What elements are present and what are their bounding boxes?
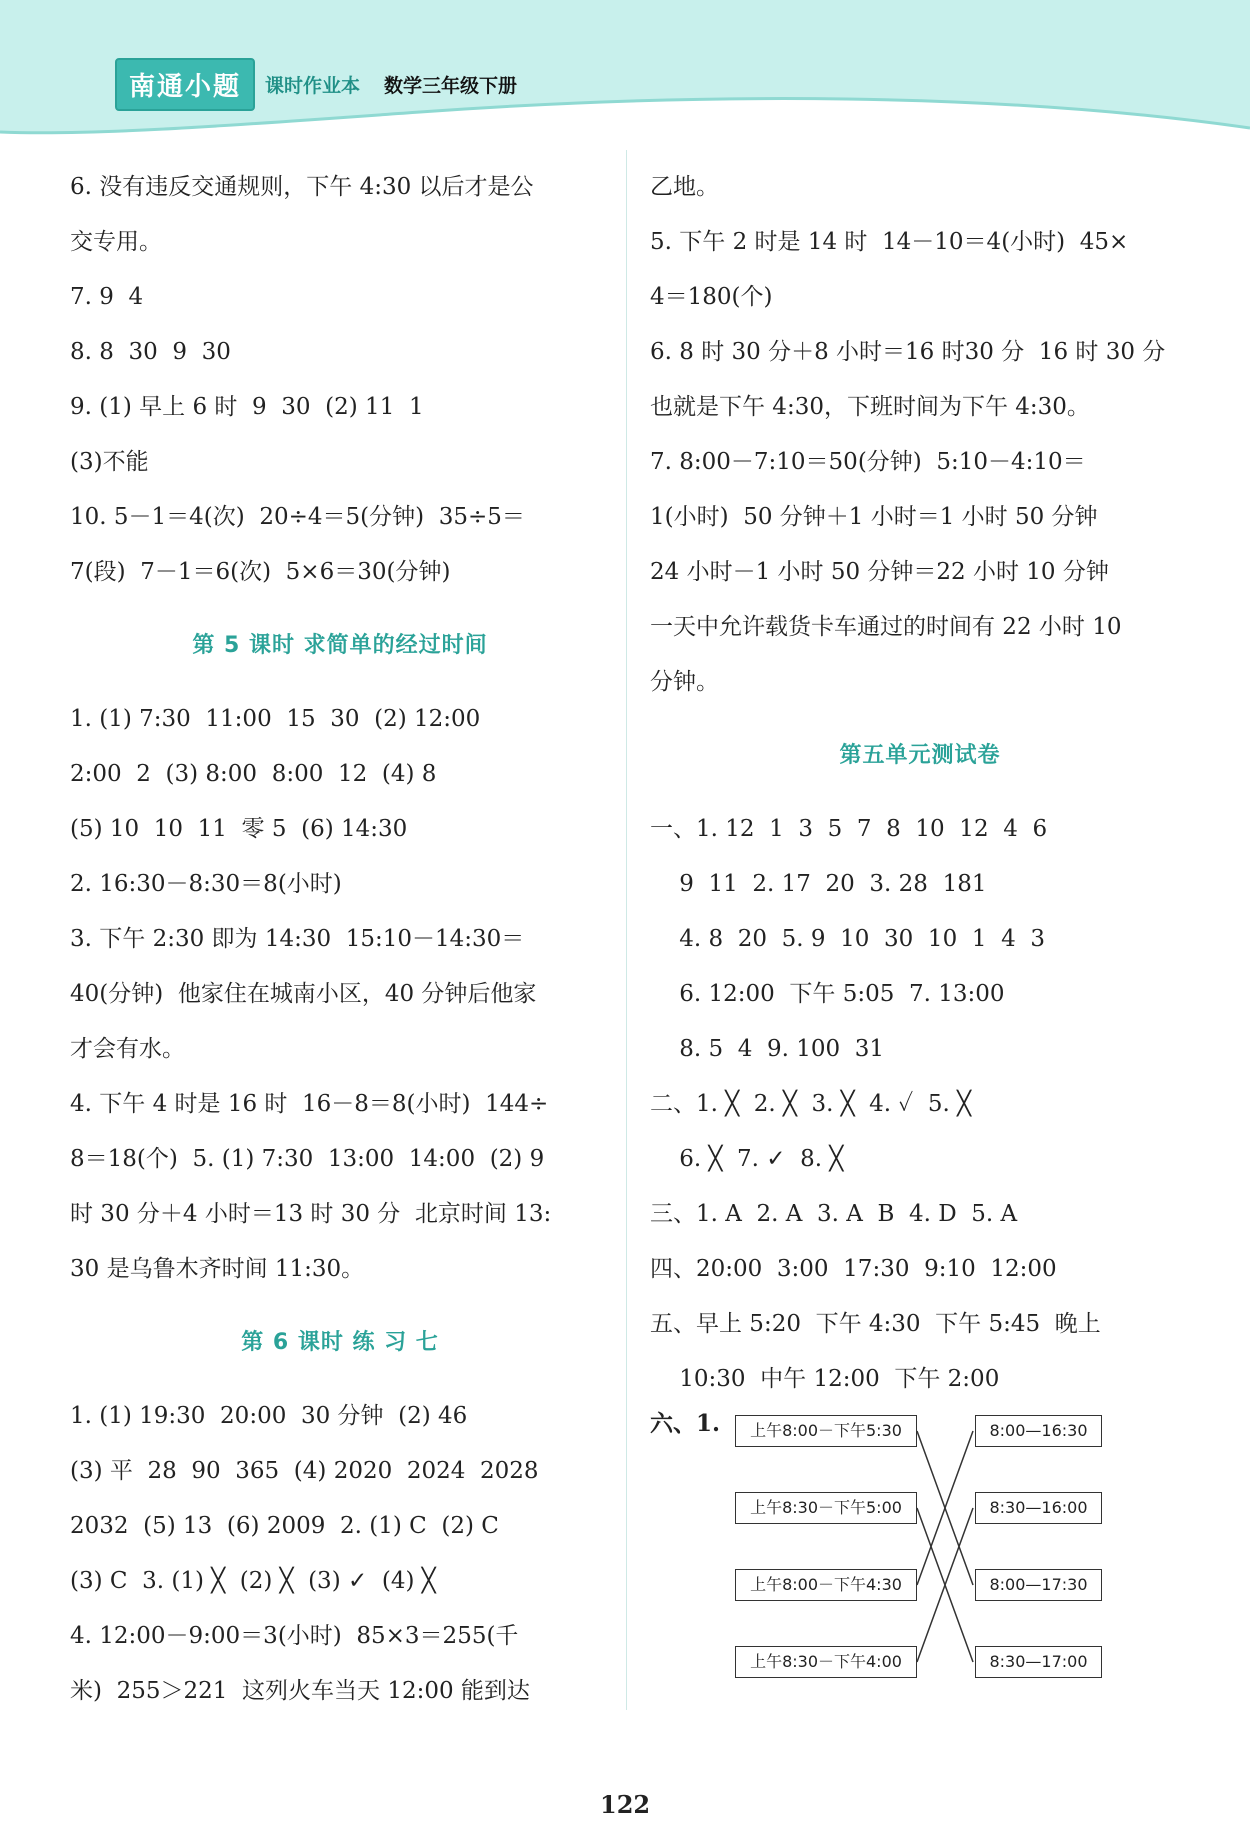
answer-line: 2032 (5) 13 (6) 2009 2. (1) C (2) C [70, 1513, 499, 1539]
answer-line: 2. 16:30－8:30＝8(小时) [70, 871, 342, 897]
page-header [0, 0, 1250, 150]
answer-line: 也就是下午 4:30，下班时间为下午 4:30。 [650, 394, 1090, 420]
answer-line: 一天中允许载货卡车通过的时间有 22 小时 10 [650, 614, 1122, 640]
left-time-box: 上午8:00－下午4:30 [735, 1569, 917, 1601]
question-6-label: 六、1. [650, 1410, 721, 1437]
answer-line: 10:30 中午 12:00 下午 2:00 [650, 1366, 1000, 1392]
answer-line: 7(段) 7－1＝6(次) 5×6＝30(分钟) [70, 559, 451, 585]
answer-line: (3) 平 28 90 365 (4) 2020 2024 2028 [70, 1458, 539, 1484]
left-column [70, 160, 610, 1719]
answer-line: 7. 8:00－7:10＝50(分钟) 5:10－4:10＝ [650, 449, 1086, 475]
answer-line: 时 30 分＋4 小时＝13 时 30 分 北京时间 13: [70, 1201, 552, 1227]
lesson-5-heading: 第 5 课时 求简单的经过时间 [192, 633, 488, 658]
series-logo: 南通小题 [115, 58, 255, 111]
right-time-box: 8:00—17:30 [975, 1569, 1102, 1601]
answer-line: 四、20:00 3:00 17:30 9:10 12:00 [650, 1256, 1057, 1282]
answer-line: 7. 9 4 [70, 284, 144, 310]
answer-line: 6. 8 时 30 分＋8 小时＝16 时30 分 16 时 30 分 [650, 339, 1166, 365]
right-column [650, 160, 1190, 1407]
answer-line: (3)不能 [70, 449, 149, 475]
answer-line: 24 小时－1 小时 50 分钟＝22 小时 10 分钟 [650, 559, 1109, 585]
answers-block-4 [650, 160, 1190, 710]
answer-line: 10. 5－1＝4(次) 20÷4＝5(分钟) 35÷5＝ [70, 504, 525, 530]
answer-line: 交专用。 [70, 229, 162, 255]
answer-line: 4. 下午 4 时是 16 时 16－8＝8(小时) 144÷ [70, 1091, 549, 1117]
answers-block-3 [70, 1389, 610, 1719]
brand [115, 58, 517, 111]
answer-line: 5. 下午 2 时是 14 时 14－10＝4(小时) 45× [650, 229, 1129, 255]
answer-line: 五、早上 5:20 下午 4:30 下午 5:45 晚上 [650, 1311, 1101, 1337]
answer-line: 米) 255＞221 这列火车当天 12:00 能到达 [70, 1678, 530, 1704]
series-subtitle: 课时作业本 [265, 75, 361, 97]
left-time-box: 上午8:30－下午4:00 [735, 1646, 917, 1678]
answer-line: 一、1. 12 1 3 5 7 8 10 12 4 6 [650, 816, 1048, 842]
answer-line: 4＝180(个) [650, 284, 773, 310]
answer-line: 才会有水。 [70, 1036, 185, 1062]
answer-line: 二、1. ╳ 2. ╳ 3. ╳ 4. ✓ 5. ╳ [650, 1091, 971, 1117]
left-time-box: 上午8:00－下午5:30 [735, 1415, 917, 1447]
answers-block-1 [70, 160, 610, 600]
answer-line: 8＝18(个) 5. (1) 7:30 13:00 14:00 (2) 9 [70, 1146, 545, 1172]
answers-block-2 [70, 692, 610, 1297]
match-lines [650, 1405, 1210, 1705]
answer-line: 6. ╳ 7. ✓ 8. ╳ [650, 1146, 844, 1172]
lesson-6-heading: 第 6 课时 练 习 七 [241, 1330, 439, 1355]
answer-line: 1. (1) 19:30 20:00 30 分钟 (2) 46 [70, 1403, 468, 1429]
answer-line: 2:00 2 (3) 8:00 8:00 12 (4) 8 [70, 761, 437, 787]
right-time-box: 8:00—16:30 [975, 1415, 1102, 1447]
answer-line: 8. 8 30 9 30 [70, 339, 231, 365]
answer-line: 3. 下午 2:30 即为 14:30 15:10－14:30＝ [70, 926, 525, 952]
book-title: 数学三年级下册 [384, 75, 518, 97]
answer-line: 8. 5 4 9. 100 31 [650, 1036, 885, 1062]
answer-line: 9. (1) 早上 6 时 9 30 (2) 11 1 [70, 394, 424, 420]
answer-line: 分钟。 [650, 669, 719, 695]
left-time-box: 上午8:30－下午5:00 [735, 1492, 917, 1524]
right-time-box: 8:30—16:00 [975, 1492, 1102, 1524]
unit-5-test-heading: 第五单元测试卷 [839, 743, 1001, 768]
matching-diagram [650, 1405, 1210, 1705]
column-divider [626, 150, 627, 1710]
answer-line: 1(小时) 50 分钟＋1 小时＝1 小时 50 分钟 [650, 504, 1098, 530]
answer-line: (5) 10 10 11 零 5 (6) 14:30 [70, 816, 408, 842]
answer-line: 30 是乌鲁木齐时间 11:30。 [70, 1256, 365, 1282]
answers-block-5 [650, 802, 1190, 1407]
answer-line: (3) C 3. (1) ╳ (2) ╳ (3) ✓ (4) ╳ [70, 1568, 436, 1594]
page-number: 122 [600, 1790, 651, 1819]
answer-line: 6. 没有违反交通规则，下午 4:30 以后才是公 [70, 174, 534, 200]
answer-line: 4. 8 20 5. 9 10 30 10 1 4 3 [650, 926, 1045, 952]
answer-line: 9 11 2. 17 20 3. 28 181 [650, 871, 987, 897]
right-time-box: 8:30—17:00 [975, 1646, 1102, 1678]
answer-line: 4. 12:00－9:00＝3(小时) 85×3＝255(千 [70, 1623, 519, 1649]
answer-line: 40(分钟) 他家住在城南小区，40 分钟后他家 [70, 981, 537, 1007]
answer-line: 1. (1) 7:30 11:00 15 30 (2) 12:00 [70, 706, 481, 732]
answer-line: 6. 12:00 下午 5:05 7. 13:00 [650, 981, 1005, 1007]
answer-line: 三、1. A 2. A 3. A B 4. D 5. A [650, 1201, 1018, 1227]
answer-line: 乙地。 [650, 174, 719, 200]
